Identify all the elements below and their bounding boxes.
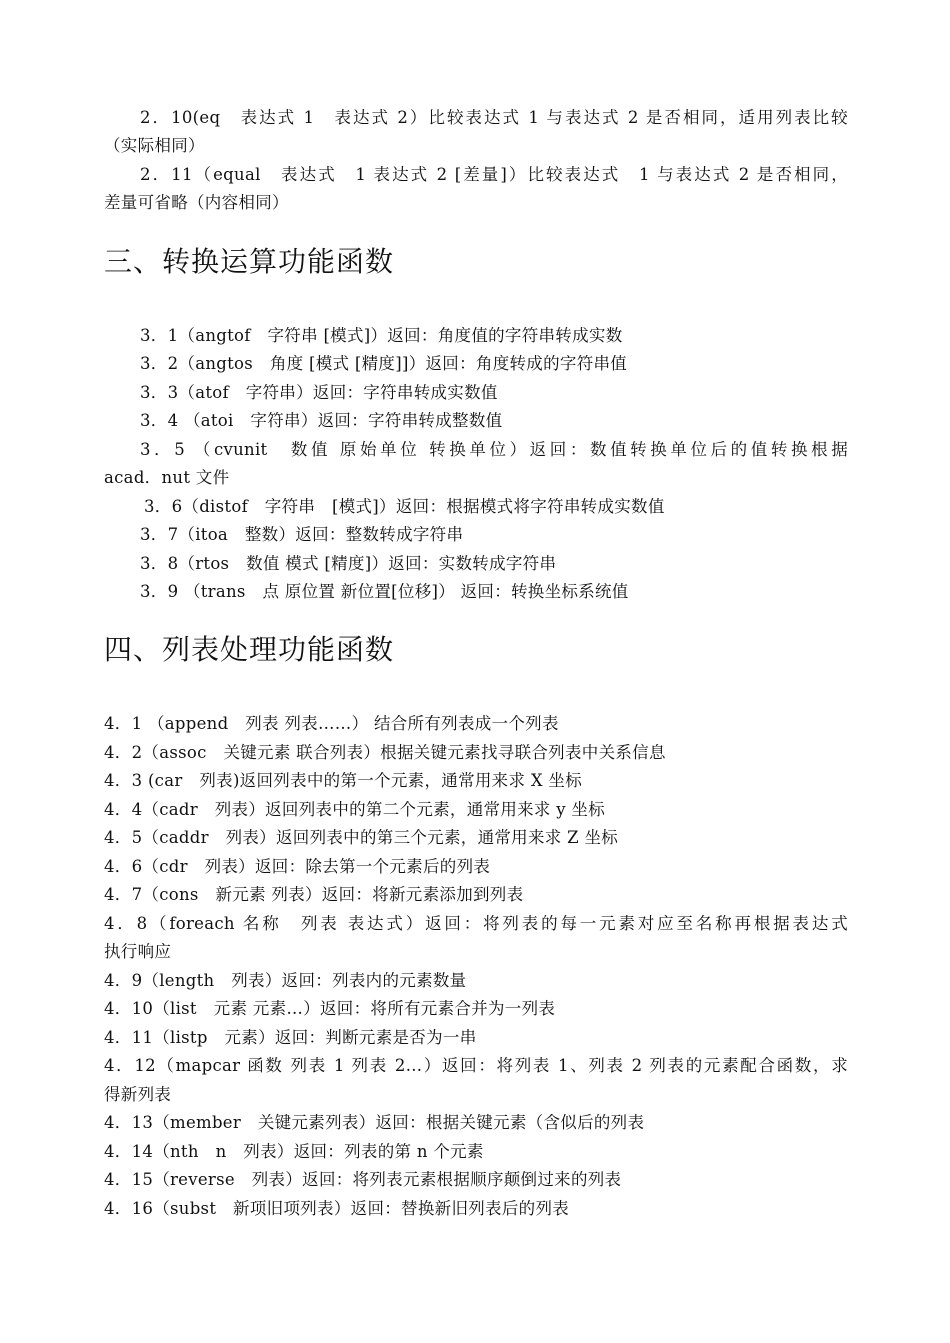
list-item: 4．8（foreach 名称 列表 表达式）返回：将列表的每一元素对应至名称再根据表达式: [104, 914, 848, 933]
list-item-cont: 得新列表: [104, 1085, 172, 1104]
list-item: 3．2（angtos 角度 [模式 [精度]]）返回：角度转成的字符串值: [140, 354, 628, 373]
list-item: 4．3 (car 列表)返回列表中的第一个元素，通常用来求 X 坐标: [104, 771, 583, 790]
paragraph-line-2-10-cont: （实际相同）: [104, 136, 205, 155]
list-item: 4．7（cons 新元素 列表）返回：将新元素添加到列表: [104, 885, 524, 904]
list-item: 3．6（distof 字符串 [模式]）返回：根据模式将字符串转成实数值: [144, 497, 665, 516]
list-item: 3．4 （atoi 字符串）返回：字符串转成整数值: [140, 411, 503, 430]
list-item: 3．9 （trans 点 原位置 新位置[位移]） 返回：转换坐标系统值: [140, 582, 629, 601]
section-heading-conversion: 三、转换运算功能函数: [104, 245, 395, 278]
list-item: 4．14（nth n 列表）返回：列表的第 n 个元素: [104, 1142, 484, 1161]
list-item: 4．2（assoc 关键元素 联合列表）根据关键元素找寻联合列表中关系信息: [104, 743, 666, 762]
paragraph-line-2-11: 2．11（equal 表达式 1 表达式 2 [差量]）比较表达式 1 与表达式 2 是否相同，: [140, 165, 848, 184]
list-item: 4．16（subst 新项旧项列表）返回：替换新旧列表后的列表: [104, 1199, 570, 1218]
paragraph-line-2-10: 2．10(eq 表达式 1 表达式 2）比较表达式 1 与表达式 2 是否相同，适用列表比较: [140, 108, 848, 127]
list-item: 4．1 （append 列表 列表……） 结合所有列表成一个列表: [104, 714, 559, 733]
paragraph-line-2-11-cont: 差量可省略（内容相同）: [104, 193, 289, 212]
list-item: 4．10（list 元素 元素…）返回：将所有元素合并为一列表: [104, 999, 556, 1018]
section-heading-list-processing: 四、列表处理功能函数: [104, 633, 395, 666]
list-item: 3．8（rtos 数值 模式 [精度]）返回：实数转成字符串: [140, 554, 557, 573]
list-item: 4．5（caddr 列表）返回列表中的第三个元素，通常用来求 Z 坐标: [104, 828, 619, 847]
list-item: 4．15（reverse 列表）返回：将列表元素根据顺序颠倒过来的列表: [104, 1170, 622, 1189]
list-item-cont: acad．nut 文件: [104, 468, 230, 487]
list-item: 3．5 （cvunit 数值 原始单位 转换单位）返回：数值转换单位后的值转换根据: [140, 440, 848, 459]
list-item: 4．6（cdr 列表）返回：除去第一个元素后的列表: [104, 857, 491, 876]
list-item: 3．7（itoa 整数）返回：整数转成字符串: [140, 525, 464, 544]
list-item: 3．1（angtof 字符串 [模式]）返回：角度值的字符串转成实数: [140, 326, 623, 345]
list-item: 4．4（cadr 列表）返回列表中的第二个元素，通常用来求 y 坐标: [104, 800, 606, 819]
list-item: 4．12（mapcar 函数 列表 1 列表 2…）返回：将列表 1、列表 2 列表的元素配合函数，求: [104, 1056, 848, 1075]
list-item: 3．3（atof 字符串）返回：字符串转成实数值: [140, 383, 498, 402]
list-item: 4．9（length 列表）返回：列表内的元素数量: [104, 971, 467, 990]
list-item: 4．11（listp 元素）返回：判断元素是否为一串: [104, 1028, 477, 1047]
list-item-cont: 执行响应: [104, 942, 172, 961]
list-item: 4．13（member 关键元素列表）返回：根据关键元素（含似后的列表: [104, 1113, 645, 1132]
